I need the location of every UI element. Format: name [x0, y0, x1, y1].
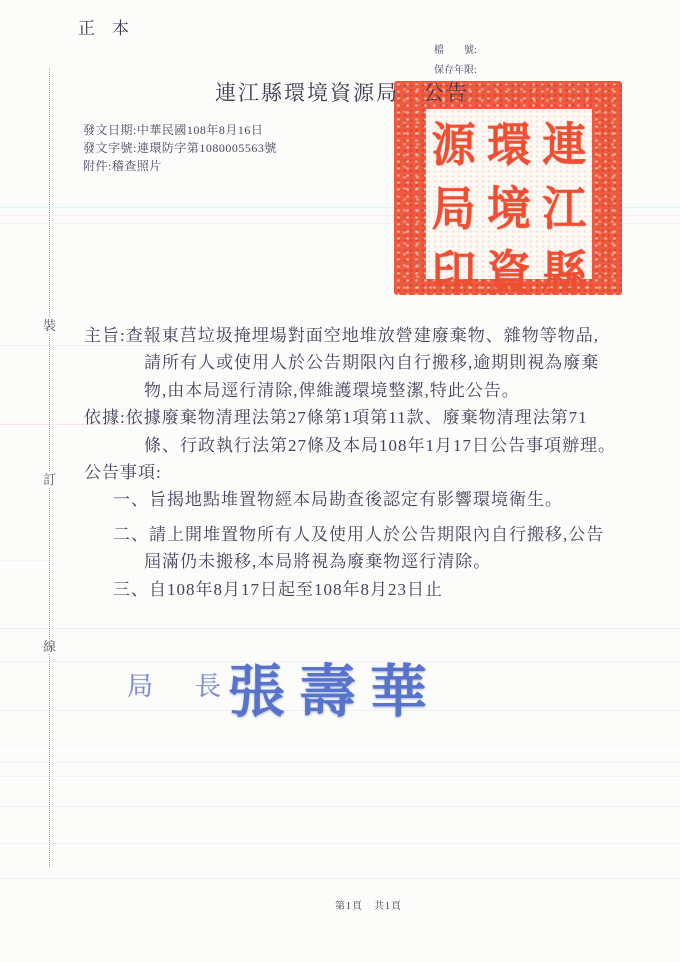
seal-character: 資 — [486, 247, 531, 300]
page-number-footer: 第1頁 共1頁 — [335, 901, 402, 912]
seal-inner-square — [426, 109, 592, 300]
scan-artifact-line — [0, 762, 680, 763]
announcement-body — [0, 322, 672, 603]
scan-artifact-line — [0, 776, 680, 777]
issue-date-line: 發文日期:中華民國108年8月16日 — [83, 123, 264, 137]
subject-line: 請所有人或使用人於公告期限內自行搬移,逾期則視為廢棄 — [144, 353, 600, 373]
scan-artifact-line — [0, 806, 680, 807]
scan-artifact-line — [0, 745, 680, 746]
document-meta-block — [83, 121, 277, 175]
seal-character: 源 — [431, 119, 476, 172]
official-agency-seal — [394, 81, 622, 300]
seal-character: 縣 — [542, 247, 587, 300]
binding-mark-xian: 線 — [42, 639, 56, 654]
file-number-label: 檔 號: — [434, 45, 477, 56]
item-3-line: 三、自108年8月17日起至108年8月23日止 — [113, 579, 443, 599]
retention-period-label: 保存年限: — [434, 65, 477, 76]
director-name-signature-stamp: 張壽華 — [228, 661, 441, 724]
copy-type-label: 正 本 — [78, 19, 129, 38]
binding-mark-ding: 訂 — [42, 472, 56, 487]
item-1-line: 一、旨揭地點堆置物經本局勘查後認定有影響環境衛生。 — [113, 490, 563, 510]
seal-character: 局 — [431, 183, 476, 236]
reference-number-line: 發文字號:連環防字第1080005563號 — [83, 141, 277, 155]
scan-artifact-line — [0, 843, 680, 844]
document-type-label: 公告 — [423, 81, 469, 105]
item-2-line: 屆滿仍未搬移,本局將視為廢棄物逕行清除。 — [144, 552, 492, 572]
seal-character: 連 — [542, 119, 587, 172]
item-2-line: 二、請上開堆置物所有人及使用人於公告期限內自行搬移,公告 — [113, 524, 605, 544]
legal-basis-line: 依據:依據廢棄物清理法第27條第1項第11款、廢棄物清理法第71 — [84, 408, 588, 428]
attachment-line: 附件:稽查照片 — [83, 159, 162, 173]
subject-line: 主旨:查報東莒垃圾掩埋場對面空地堆放營建廢棄物、雜物等物品, — [84, 326, 599, 345]
subject-line: 物,由本局逕行清除,俾維護環境整潔,特此公告。 — [144, 380, 520, 400]
seal-character: 環 — [486, 119, 531, 172]
announcement-items-heading: 公告事項: — [84, 463, 162, 483]
seal-character: 江 — [542, 183, 587, 236]
legal-basis-line: 條、行政執行法第27條及本局108年1月17日公告事項辦理。 — [144, 435, 616, 455]
seal-character: 境 — [486, 183, 531, 236]
scan-artifact-line — [0, 878, 680, 879]
binding-mark-zhuang: 裝 — [42, 318, 56, 333]
seal-character: 印 — [431, 247, 476, 300]
issuing-agency-name: 連江縣環境資源局 — [215, 81, 399, 105]
scan-artifact-line — [0, 628, 680, 629]
document-title — [215, 77, 469, 107]
director-title-stamp: 局長 — [127, 672, 264, 701]
